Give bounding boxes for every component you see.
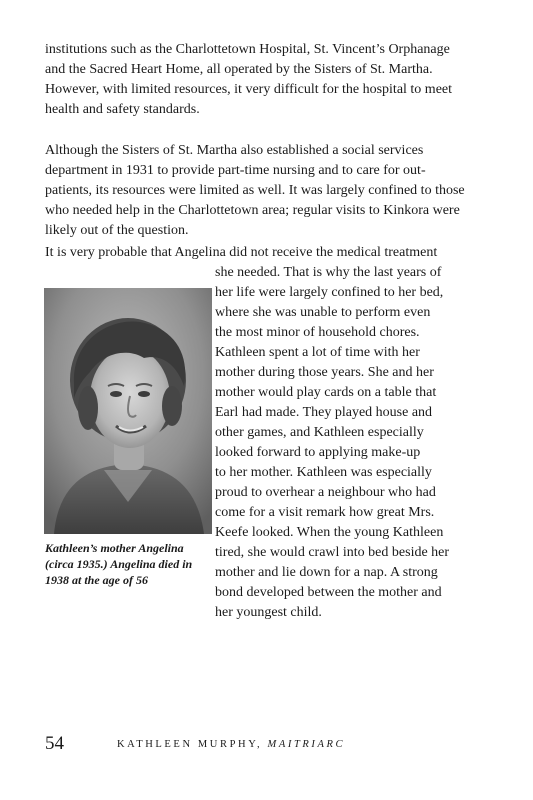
text-line: her youngest child. (215, 605, 322, 620)
text-line: Keefe looked. When the young Kathleen (215, 525, 444, 540)
caption-line: Kathleen’s mother Angelina (45, 541, 184, 555)
text-line: likely out of the question. (45, 223, 189, 238)
text-line: and the Sacred Heart Home, all operated by the Sisters of St. Martha. (45, 62, 433, 77)
text-line: Kathleen spent a lot of time with her (215, 345, 420, 360)
text-line: proud to overhear a neighbour who had (215, 485, 436, 500)
text-line: patients, its resources were limited as well. It was largely confined to those (45, 183, 465, 198)
portrait-photo (44, 288, 212, 534)
caption-line: 1938 at the age of 56 (45, 573, 148, 587)
portrait-photo-image (44, 288, 212, 534)
photo-caption (45, 540, 220, 588)
text-line: department in 1931 to provide part-time nursing and to care for out- (45, 163, 426, 178)
text-line: where she was unable to perform even (215, 305, 431, 320)
text-line: It is very probable that Angelina did not receive the medical treatment (45, 245, 438, 260)
paragraph-angelina-continued (215, 263, 449, 623)
text-line: to her mother. Kathleen was especially (215, 465, 432, 480)
text-line: mother during those years. She and her (215, 365, 434, 380)
text-line: her life were largely confined to her bed, (215, 285, 444, 300)
text-line: health and safety standards. (45, 102, 200, 117)
running-head-title: MAITRIARC (267, 739, 346, 750)
text-line: looked forward to applying make-up (215, 445, 421, 460)
paragraph-sisters-services (45, 141, 465, 241)
text-line: the most minor of household chores. (215, 325, 420, 340)
text-line: mother would play cards on a table that (215, 385, 437, 400)
text-line: tired, she would crawl into bed beside her (215, 545, 450, 560)
text-line: who needed help in the Charlottetown area; regular visits to Kinkora were (45, 203, 460, 218)
page-number: 54 (45, 733, 64, 754)
text-line: she needed. That is why the last years of (215, 265, 442, 280)
text-line: Although the Sisters of St. Martha also established a social services (45, 143, 424, 158)
running-head (117, 738, 345, 752)
paragraph-angelina-intro (45, 243, 437, 263)
text-line: other games, and Kathleen especially (215, 425, 424, 440)
text-line: However, with limited resources, it very difficult for the hospital to meet (45, 82, 453, 97)
caption-line: (circa 1935.) Angelina died in (45, 557, 193, 571)
text-line: institutions such as the Charlottetown Hospital, St. Vincent’s Orphanage (45, 42, 450, 57)
text-line: mother and lie down for a nap. A strong (215, 565, 438, 580)
running-head-author: KATHLEEN MURPHY, (117, 739, 263, 750)
paragraph-institutions (45, 40, 452, 120)
text-line: Earl had made. They played house and (215, 405, 433, 420)
text-line: come for a visit remark how great Mrs. (215, 505, 435, 520)
text-line: bond developed between the mother and (215, 585, 442, 600)
